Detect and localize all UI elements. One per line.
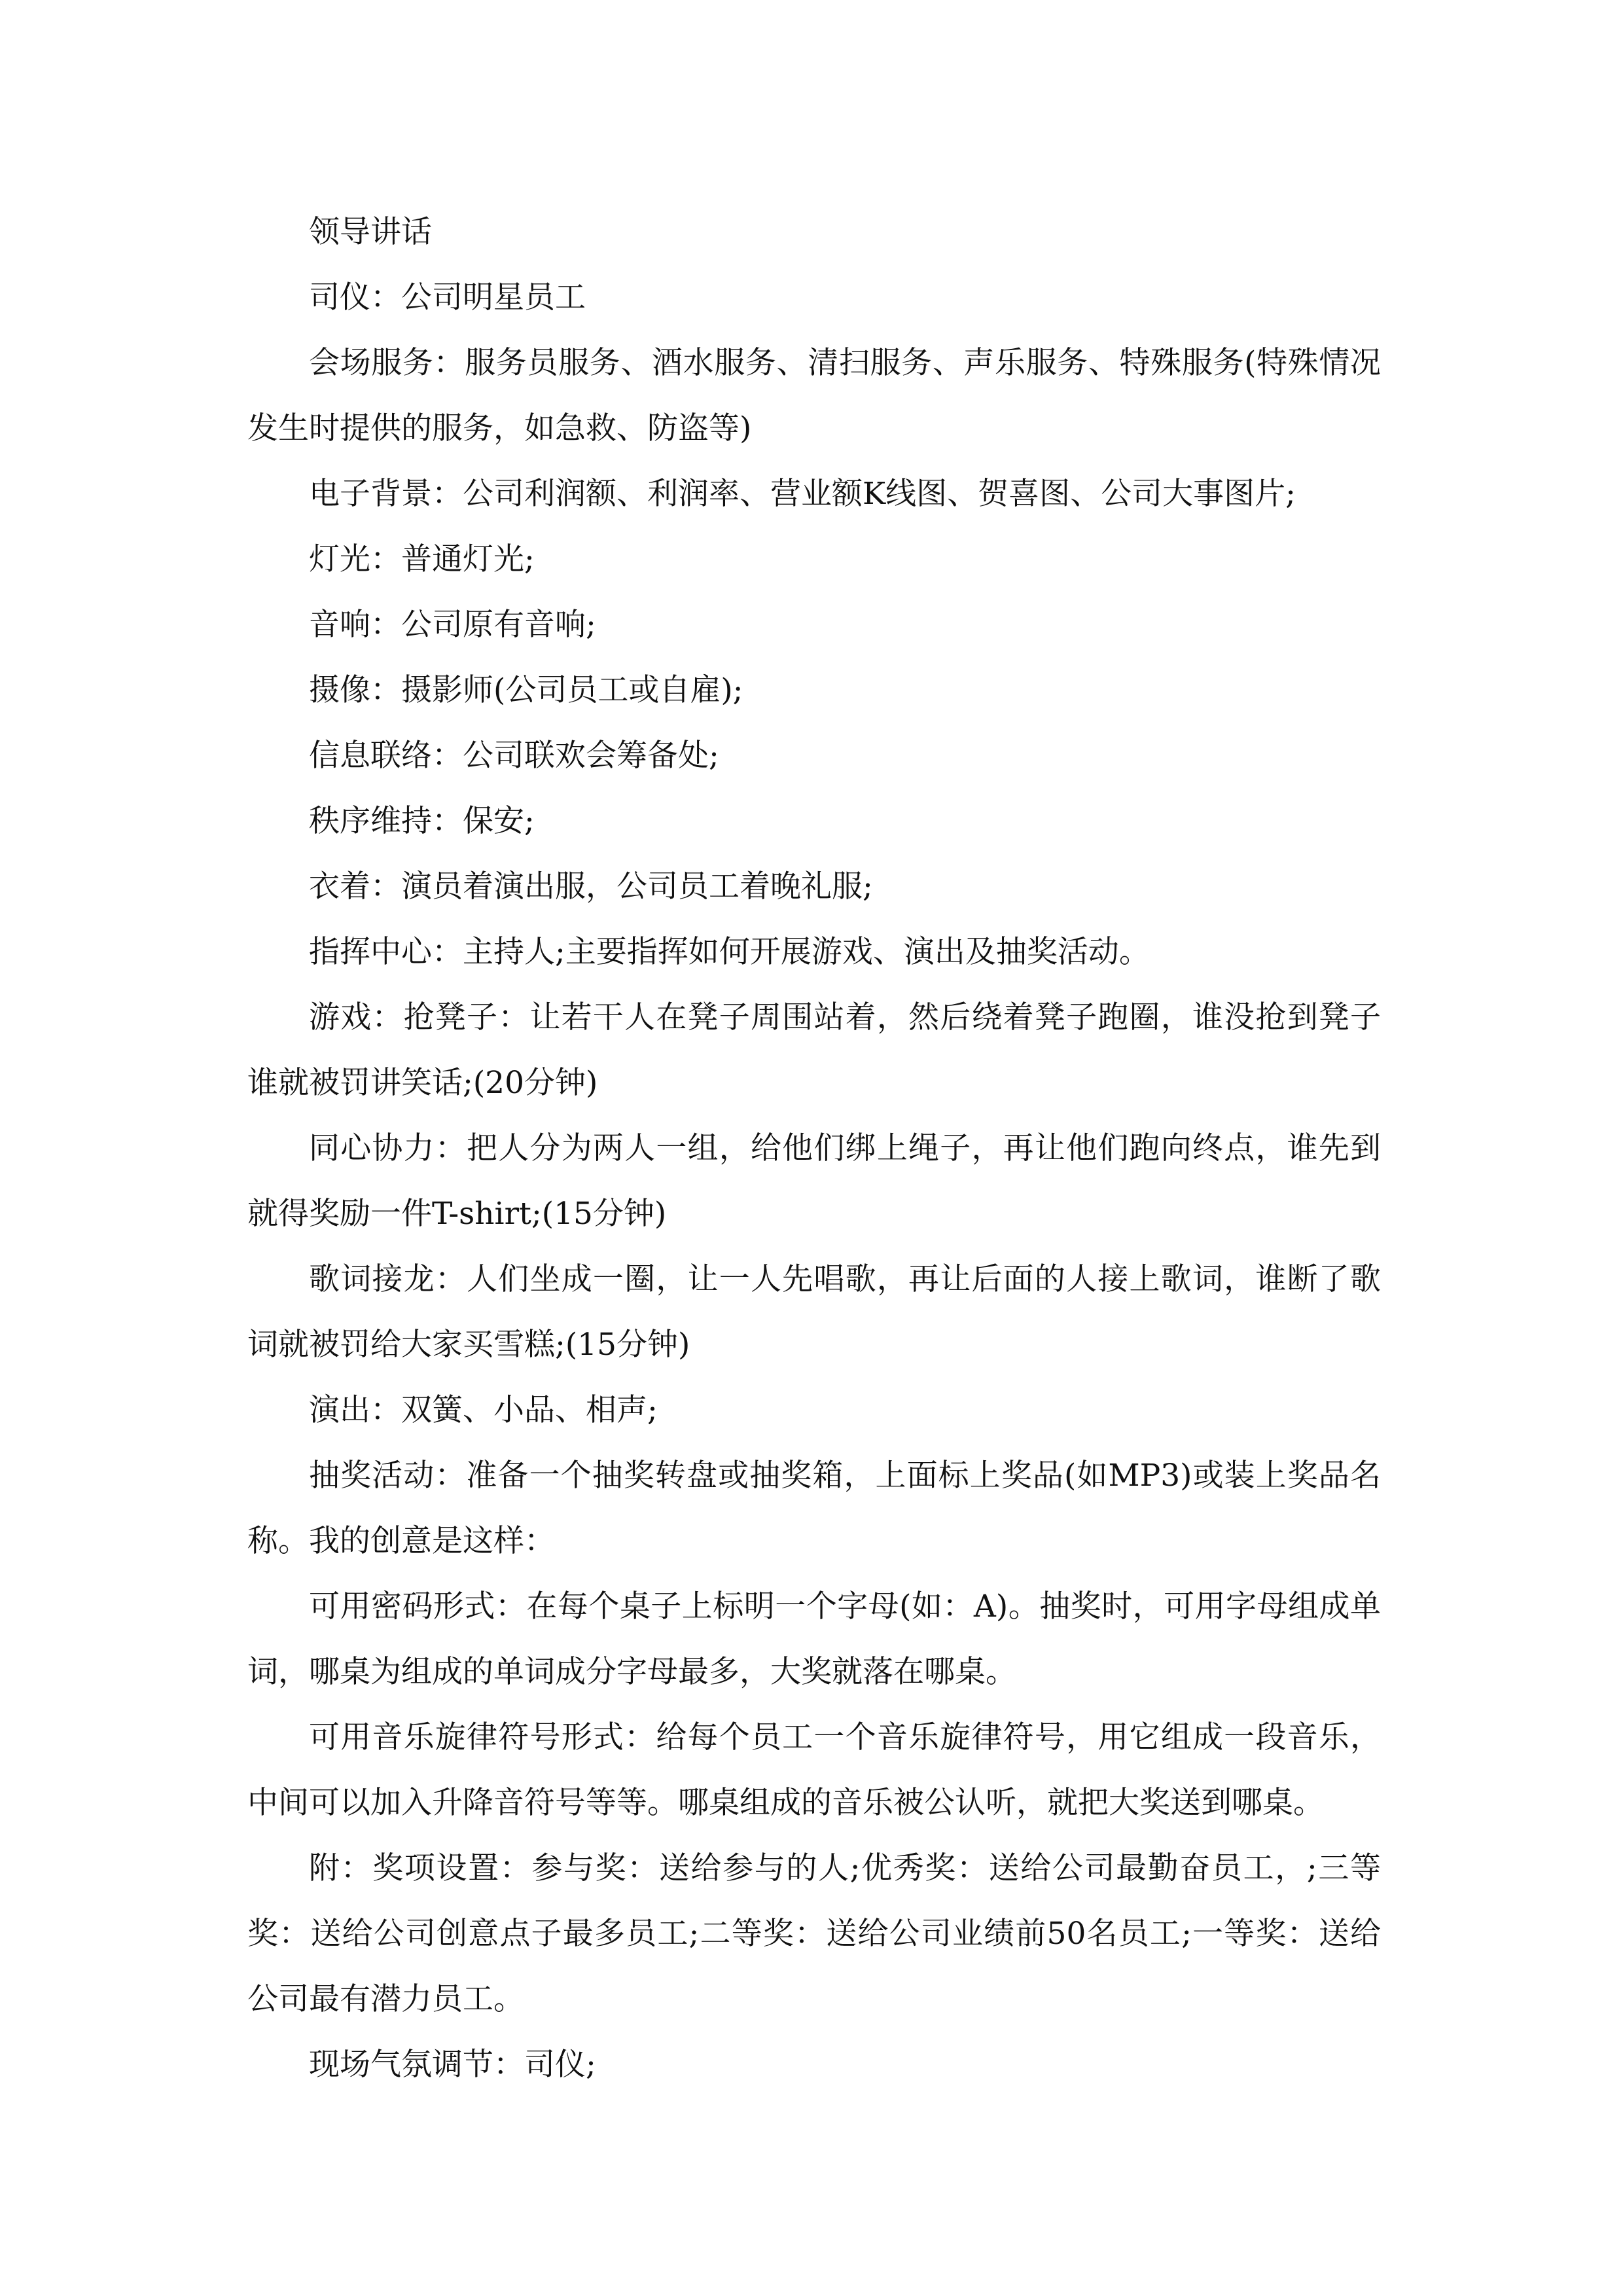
paragraph: 电子背景：公司利润额、利润率、营业额K线图、贺喜图、公司大事图片; [309,476,1296,512]
paragraph: 音响：公司原有音响; [309,607,596,643]
paragraph: 会场服务：服务员服务、酒水服务、清扫服务、声乐服务、特殊服务(特殊情况发生时提供的服务，如急救、防盗等) [247,345,1381,446]
paragraph: 秩序维持：保安; [309,803,535,839]
paragraph: 抽奖活动：准备一个抽奖转盘或抽奖箱，上面标上奖品(如MP3)或装上奖品名称。我的创意是这样： [247,1458,1381,1559]
paragraph: 歌词接龙：人们坐成一圈，让一人先唱歌，再让后面的人接上歌词，谁断了歌词就被罚给大家买雪糕;(15分钟) [247,1261,1381,1363]
paragraph: 衣着：演员着演出服，公司员工着晚礼服; [309,869,873,905]
paragraph: 信息联络：公司联欢会筹备处; [309,738,719,774]
paragraph: 可用音乐旋律符号形式：给每个员工一个音乐旋律符号，用它组成一段音乐，中间可以加入升降音符号等等。哪桌组成的音乐被公认听，就把大奖送到哪桌。 [247,1719,1381,1821]
paragraph: 可用密码形式：在每个桌子上标明一个字母(如：A)。抽奖时，可用字母组成单词，哪桌为组成的单词成分字母最多，大奖就落在哪桌。 [247,1588,1381,1690]
paragraph: 领导讲话 [309,214,432,250]
paragraph: 附：奖项设置：参与奖：送给参与的人;优秀奖：送给公司最勤奋员工，;三等奖：送给公司创意点子最多员工;二等奖：送给公司业绩前50名员工;一等奖：送给公司最有潜力员工。 [247,1850,1381,2017]
paragraph: 演出：双簧、小品、相声; [309,1392,658,1428]
document-body [247,200,1381,2098]
paragraph: 游戏：抢凳子：让若干人在凳子周围站着，然后绕着凳子跑圈，谁没抢到凳子谁就被罚讲笑话;(20分钟) [247,999,1381,1101]
paragraph: 司仪：公司明星员工 [309,279,586,315]
paragraph: 灯光：普通灯光; [309,541,535,577]
paragraph: 同心协力：把人分为两人一组，给他们绑上绳子，再让他们跑向终点，谁先到就得奖励一件T-shirt;(15分钟) [247,1130,1381,1232]
paragraph: 现场气氛调节：司仪; [309,2047,596,2083]
paragraph: 摄像：摄影师(公司员工或自雇); [309,672,743,708]
paragraph: 指挥中心：主持人;主要指挥如何开展游戏、演出及抽奖活动。 [309,934,1150,970]
